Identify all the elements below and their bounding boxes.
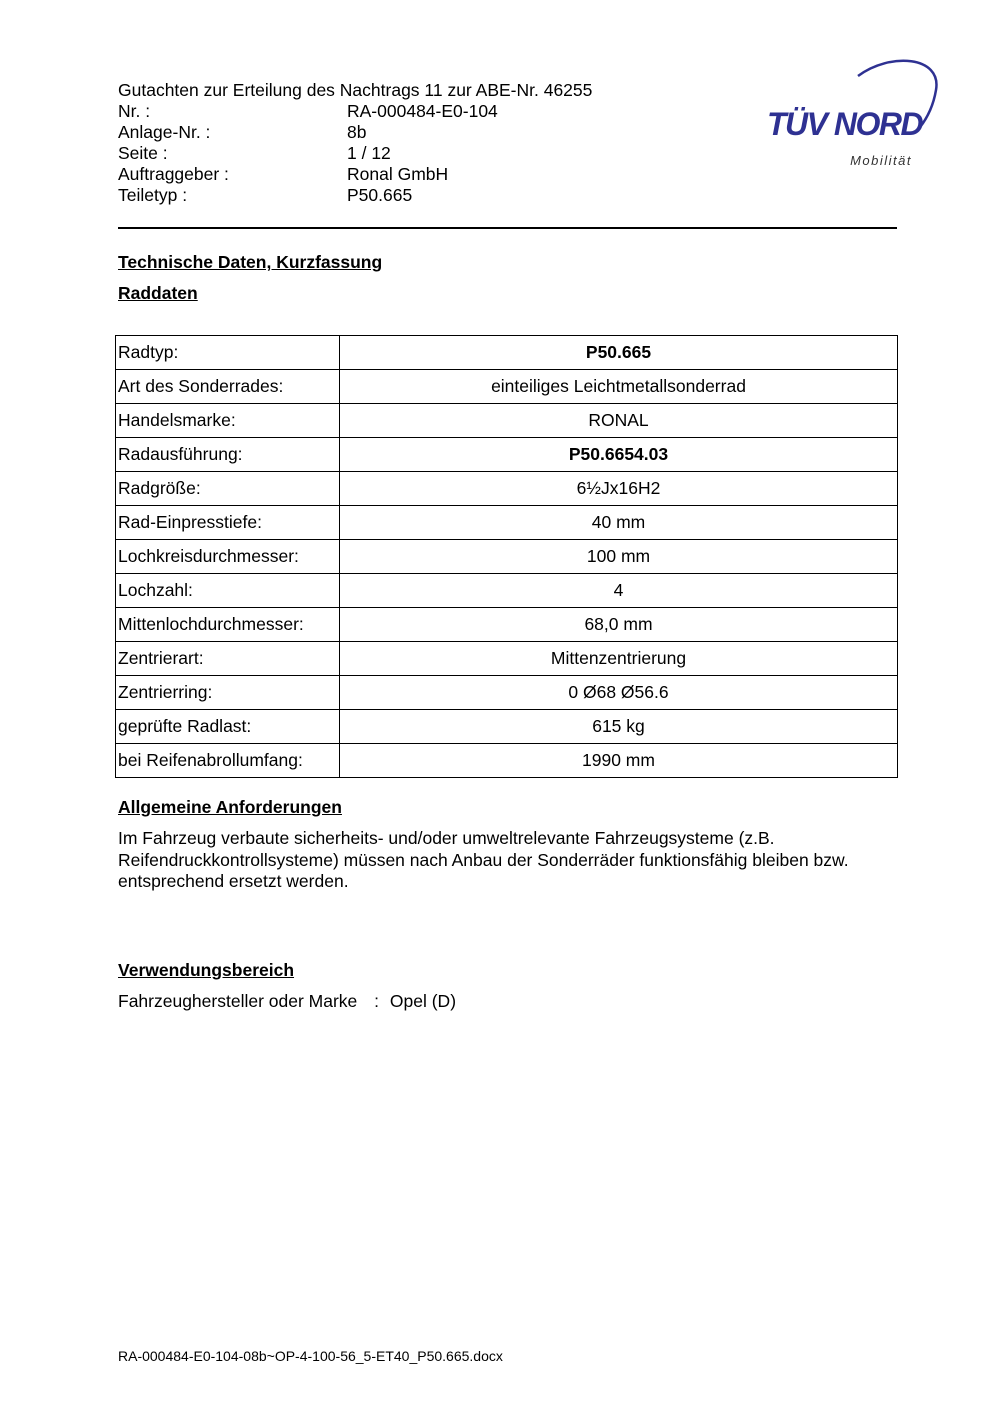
row-label: Art des Sonderrades: [116, 370, 340, 404]
logo-subtitle: Mobilität [850, 153, 912, 168]
logo-wordmark: TÜV NORD [767, 106, 923, 142]
row-value: 6½Jx16H2 [340, 472, 898, 506]
header-value: Ronal GmbH [347, 164, 449, 184]
row-value: 0 Ø68 Ø56.6 [340, 676, 898, 710]
section-heading-verwendung: Verwendungsbereich [118, 960, 295, 980]
footer-filename: RA-000484-E0-104-08b~OP-4-100-56_5-ET40_P50.665.docx [118, 1348, 503, 1364]
header-label: Auftraggeber : [118, 164, 229, 184]
table-row [116, 676, 898, 710]
header-row-anlage [118, 122, 592, 143]
row-label: Rad-Einpresstiefe: [116, 506, 340, 540]
header-row-teiletyp [118, 185, 592, 206]
document-header [118, 80, 592, 206]
table-row [116, 438, 898, 472]
wheel-data-body [116, 336, 898, 778]
header-label: Teiletyp : [118, 185, 188, 205]
header-divider [118, 227, 897, 229]
tuv-nord-logo [760, 56, 945, 172]
header-value: RA-000484-E0-104 [347, 101, 498, 121]
table-row [116, 642, 898, 676]
table-row [116, 472, 898, 506]
row-value: 615 kg [340, 710, 898, 744]
section-heading-tech: Technische Daten, Kurzfassung [118, 252, 383, 272]
row-label: Radausführung: [116, 438, 340, 472]
header-row-auftraggeber [118, 164, 592, 185]
wheel-data-table [115, 335, 898, 778]
document-title: Gutachten zur Erteilung des Nachtrags 11 zur ABE-Nr. 46255 [118, 80, 593, 100]
verwendung-separator: : [374, 991, 380, 1011]
row-label: bei Reifenabrollumfang: [116, 744, 340, 778]
header-label: Seite : [118, 143, 168, 163]
table-row [116, 506, 898, 540]
header-row-nr [118, 101, 592, 122]
table-row [116, 540, 898, 574]
row-value: 4 [340, 574, 898, 608]
row-label: Handelsmarke: [116, 404, 340, 438]
header-value: P50.665 [347, 185, 413, 205]
header-value: 1 / 12 [347, 143, 391, 163]
row-value: Mittenzentrierung [340, 642, 898, 676]
table-row [116, 404, 898, 438]
table-row [116, 710, 898, 744]
row-value: 100 mm [340, 540, 898, 574]
table-row [116, 370, 898, 404]
row-value: RONAL [340, 404, 898, 438]
row-label: Lochzahl: [116, 574, 340, 608]
header-label: Nr. : [118, 101, 151, 121]
row-label: geprüfte Radlast: [116, 710, 340, 744]
table-row [116, 574, 898, 608]
header-label: Anlage-Nr. : [118, 122, 211, 142]
verwendung-line [118, 991, 456, 1012]
row-label: Zentrierart: [116, 642, 340, 676]
row-value: P50.665 [340, 336, 898, 370]
table-row [116, 336, 898, 370]
row-value: 1990 mm [340, 744, 898, 778]
row-value: 40 mm [340, 506, 898, 540]
table-row [116, 744, 898, 778]
row-label: Mittenlochdurchmesser: [116, 608, 340, 642]
row-label: Zentrierring: [116, 676, 340, 710]
section-heading-raddaten: Raddaten [118, 283, 198, 303]
row-value: P50.6654.03 [340, 438, 898, 472]
row-label: Lochkreisdurchmesser: [116, 540, 340, 574]
header-value: 8b [347, 122, 367, 142]
section-heading-allgemein: Allgemeine Anforderungen [118, 797, 342, 817]
row-label: Radgröße: [116, 472, 340, 506]
verwendung-label: Fahrzeughersteller oder Marke [118, 991, 358, 1011]
row-label: Radtyp: [116, 336, 340, 370]
table-row [116, 608, 898, 642]
header-row-seite [118, 143, 592, 164]
verwendung-value: Opel (D) [389, 991, 457, 1011]
allgemein-paragraph: Im Fahrzeug verbaute sicherheits- und/oder umweltrelevante Fahrzeugsysteme (z.B. Reifendruckkontrollsysteme) müssen nach Anbau der Sonderräder funktionsfähig bleiben bzw. entsprechend ersetzt werden. [118, 828, 849, 891]
row-value: 68,0 mm [340, 608, 898, 642]
row-value: einteiliges Leichtmetallsonderrad [340, 370, 898, 404]
